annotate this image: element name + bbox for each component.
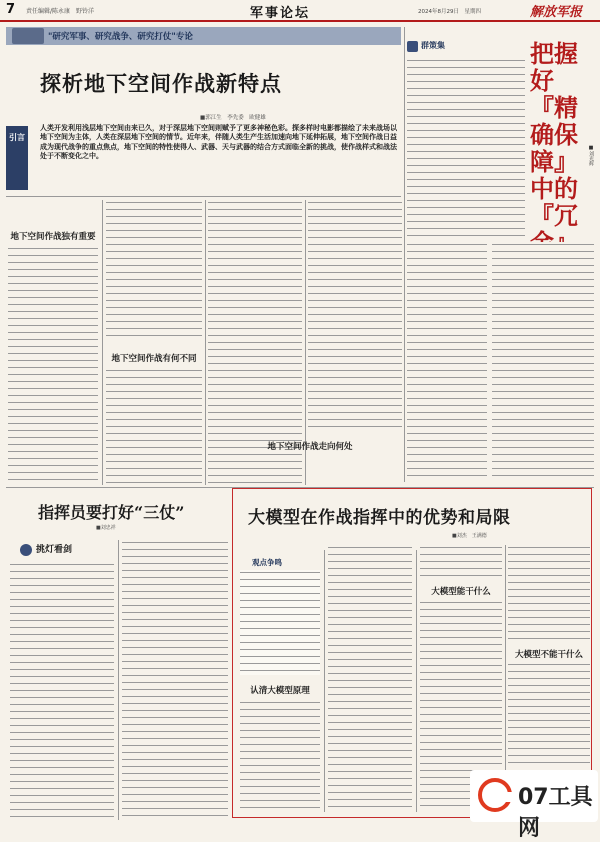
column-rule [205, 200, 206, 485]
column-rule [416, 550, 417, 812]
lead-badge: 引言 [6, 126, 28, 190]
column-rule [324, 550, 325, 812]
article3-subhead-2: 大模型能干什么 [431, 587, 491, 597]
article2-headline: 指挥员要打好“三仗” [38, 503, 185, 522]
article2-col2-text [122, 540, 228, 820]
special-column-banner [6, 27, 401, 45]
article1-lead: 人类开发利用浅层地下空间由来已久，对于深层地下空间则赋予了更多神秘色彩。探多样时电影都描绘了未来战场以地下空间为主体，人类在深层地下空间的情节。近年来，伴随人类生产生活加速向地下延伸拓展，地下空间作战日益成为现代战争的重点焦点，地下空间的特性使得人、武器、天与武器的结合方式面临全新的挑战，使作战样式和战法处于不断变化之中。 [40, 124, 397, 161]
article1-col2-text-b [106, 368, 202, 483]
editors-line: 责任编辑/陈永康 野铃洋 [26, 8, 95, 15]
column-tag [14, 541, 114, 558]
article1-subhead-3: 地下空间作战走向何处 [267, 442, 353, 452]
essay-badge-icon [407, 41, 418, 52]
article2-col1-text [10, 562, 114, 820]
article1-headline: 探析地下空间作战新特点 [40, 71, 282, 96]
article3-byline: ■刘杰 王满德 [452, 533, 487, 539]
article3-intro-text [240, 570, 320, 675]
column-rule [404, 27, 405, 482]
article3-col1-text [240, 700, 320, 812]
essay-text-upper-left [407, 58, 525, 238]
column-rule [102, 200, 103, 485]
essay-badge-label: 群策集 [421, 41, 445, 50]
article3-col4-text [508, 662, 590, 766]
article3-col2-text [328, 545, 412, 812]
article3-col3-top [420, 545, 502, 581]
newspaper-logo: 解放军报 [530, 5, 583, 20]
issue-date: 2024年8月29日 星期四 [418, 9, 481, 15]
masthead [0, 0, 600, 22]
article1-subhead-2: 地下空间作战有何不同 [111, 354, 197, 364]
article1-col1-top [8, 200, 98, 228]
watermark-text: 07工具网 [518, 785, 593, 841]
special-column-title: "研究军事、研究战争、研究打仗"专论 [48, 32, 193, 42]
essay-text-lower-left [407, 242, 487, 482]
article3-col4-top [508, 545, 590, 643]
essay-author: ■刘光辉 [588, 145, 594, 166]
section-title: 军事论坛 [250, 6, 311, 21]
essay-text-lower-right [492, 242, 594, 482]
column-tag-label: 挑灯看剑 [36, 545, 73, 555]
essay-title: 把握好『精确保障』中的『冗 [530, 39, 578, 230]
article3-intro-label: 观点争鸣 [252, 558, 282, 567]
watermark-logo-icon [478, 778, 512, 812]
article1-col4-text [308, 200, 402, 430]
divider [6, 196, 401, 197]
banner-emblem-icon [12, 28, 44, 44]
column-rule [505, 545, 506, 770]
article1-col2-text [106, 200, 202, 340]
essay-badge [407, 39, 449, 54]
page-number: 7 [6, 2, 16, 17]
article1-subhead-1: 地下空间作战独有重要 [10, 232, 96, 242]
article3-headline: 大模型在作战指挥中的优势和局限 [248, 508, 511, 528]
article1-byline: ■郭江生 李先委 欧健雄 [200, 115, 266, 121]
article3-subhead-1: 认清大模型原理 [250, 686, 310, 696]
column-rule [118, 540, 119, 820]
article3-subhead-3: 大模型不能干什么 [514, 650, 583, 660]
article2-byline: ■刘忠祥 [96, 525, 116, 531]
article1-col1-text [8, 246, 98, 482]
lamp-icon [20, 544, 32, 556]
